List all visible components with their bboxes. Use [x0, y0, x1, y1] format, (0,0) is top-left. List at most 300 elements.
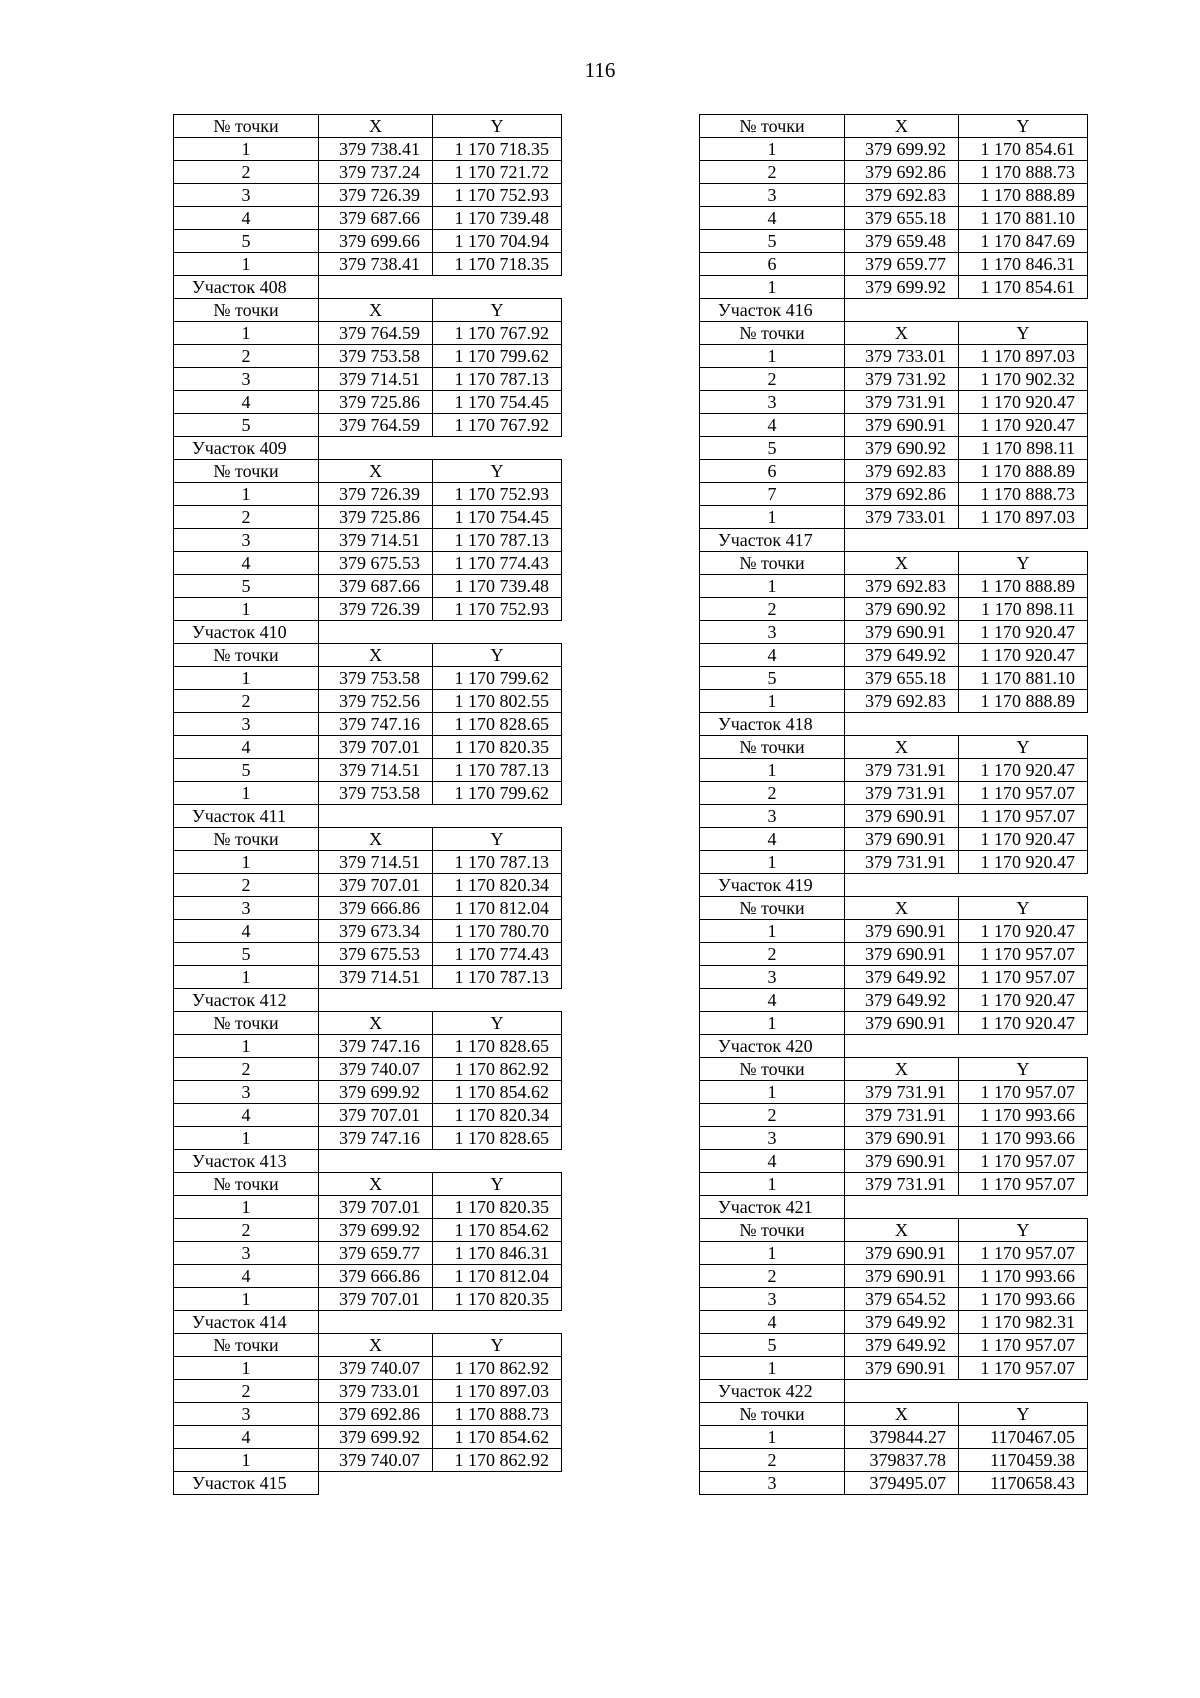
table-row: [174, 1265, 562, 1288]
table-row: [700, 920, 1088, 943]
table-row: [174, 1035, 562, 1058]
point-number-cell: 3: [174, 897, 319, 920]
y-coordinate-cell: 1 170 862.92: [433, 1357, 562, 1380]
section-title-spacer: [845, 1035, 1088, 1058]
x-coordinate-cell: 379 733.01: [845, 345, 959, 368]
section-title-row: [174, 1472, 562, 1495]
table-row: [174, 483, 562, 506]
x-coordinate-cell: 379 649.92: [845, 1334, 959, 1357]
table-row: [700, 1242, 1088, 1265]
y-coordinate-cell: 1 170 828.65: [433, 1035, 562, 1058]
point-number-header: № точки: [174, 1173, 319, 1196]
point-number-cell: 3: [700, 1127, 845, 1150]
y-coordinate-cell: 1 170 888.73: [959, 161, 1088, 184]
y-coordinate-cell: 1 170 718.35: [433, 138, 562, 161]
x-coordinate-cell: 379 692.83: [845, 575, 959, 598]
point-number-cell: 3: [700, 966, 845, 989]
section-title-spacer: [845, 1196, 1088, 1219]
x-coordinate-cell: 379 699.92: [319, 1426, 433, 1449]
section-title-row: [174, 276, 562, 299]
point-number-header: № точки: [700, 1403, 845, 1426]
section-title: Участок 418: [700, 713, 845, 736]
x-coordinate-cell: 379 692.86: [319, 1403, 433, 1426]
point-number-cell: 2: [700, 782, 845, 805]
point-number-cell: 2: [700, 1265, 845, 1288]
point-number-cell: 2: [174, 161, 319, 184]
x-coordinate-cell: 379 714.51: [319, 529, 433, 552]
page-number: 116: [584, 58, 616, 82]
table-row: [174, 736, 562, 759]
point-number-cell: 3: [174, 713, 319, 736]
x-header: X: [845, 897, 959, 920]
table-row: [174, 1357, 562, 1380]
point-number-header: № точки: [174, 644, 319, 667]
x-coordinate-cell: 379 733.01: [845, 506, 959, 529]
table-row: [174, 1242, 562, 1265]
point-number-cell: 4: [174, 207, 319, 230]
point-number-cell: 1: [700, 1012, 845, 1035]
table-row: [174, 782, 562, 805]
table-row: [700, 414, 1088, 437]
y-coordinate-cell: 1 170 957.07: [959, 1173, 1088, 1196]
x-header: X: [845, 736, 959, 759]
y-coordinate-cell: 1 170 920.47: [959, 851, 1088, 874]
point-number-cell: 3: [700, 805, 845, 828]
point-number-cell: 4: [700, 1150, 845, 1173]
y-coordinate-cell: 1 170 787.13: [433, 966, 562, 989]
y-coordinate-cell: 1170467.05: [959, 1426, 1088, 1449]
x-coordinate-cell: 379495.07: [845, 1472, 959, 1495]
point-number-cell: 3: [174, 1403, 319, 1426]
y-coordinate-cell: 1 170 787.13: [433, 368, 562, 391]
table-header-row: [174, 828, 562, 851]
table-row: [700, 1426, 1088, 1449]
y-coordinate-cell: 1 170 957.07: [959, 805, 1088, 828]
y-coordinate-cell: 1 170 802.55: [433, 690, 562, 713]
point-number-header: № точки: [700, 1219, 845, 1242]
section-title-row: [700, 1196, 1088, 1219]
section-title: Участок 416: [700, 299, 845, 322]
point-number-cell: 3: [174, 184, 319, 207]
y-coordinate-cell: 1 170 812.04: [433, 1265, 562, 1288]
point-number-cell: 1: [700, 345, 845, 368]
y-coordinate-cell: 1 170 754.45: [433, 391, 562, 414]
point-number-cell: 1: [174, 667, 319, 690]
table-header-row: [700, 552, 1088, 575]
x-coordinate-cell: 379 726.39: [319, 598, 433, 621]
x-coordinate-cell: 379 690.91: [845, 920, 959, 943]
point-number-cell: 4: [700, 414, 845, 437]
x-coordinate-cell: 379 692.86: [845, 483, 959, 506]
y-header: Y: [959, 115, 1088, 138]
y-coordinate-cell: 1 170 812.04: [433, 897, 562, 920]
table-row: [700, 1334, 1088, 1357]
x-header: X: [319, 1334, 433, 1357]
section-title-row: [174, 1150, 562, 1173]
table-header-row: [700, 1058, 1088, 1081]
y-coordinate-cell: 1 170 799.62: [433, 345, 562, 368]
table-row: [174, 1403, 562, 1426]
y-coordinate-cell: 1 170 920.47: [959, 1012, 1088, 1035]
y-header: Y: [959, 897, 1088, 920]
y-coordinate-cell: 1 170 787.13: [433, 529, 562, 552]
x-header: X: [319, 828, 433, 851]
point-number-cell: 3: [700, 1288, 845, 1311]
x-header: X: [845, 322, 959, 345]
section-title: Участок 421: [700, 1196, 845, 1219]
y-coordinate-cell: 1 170 957.07: [959, 966, 1088, 989]
x-header: X: [319, 644, 433, 667]
point-number-cell: 1: [174, 1449, 319, 1472]
point-number-header: № точки: [700, 322, 845, 345]
section-title-spacer: [319, 621, 562, 644]
point-number-cell: 4: [174, 391, 319, 414]
x-coordinate-cell: 379 707.01: [319, 736, 433, 759]
y-coordinate-cell: 1 170 820.35: [433, 1196, 562, 1219]
section-title: Участок 411: [174, 805, 319, 828]
x-coordinate-cell: 379 673.34: [319, 920, 433, 943]
y-coordinate-cell: 1170658.43: [959, 1472, 1088, 1495]
y-coordinate-cell: 1 170 854.62: [433, 1081, 562, 1104]
x-coordinate-cell: 379 740.07: [319, 1058, 433, 1081]
y-coordinate-cell: 1 170 993.66: [959, 1127, 1088, 1150]
point-number-cell: 1: [174, 1196, 319, 1219]
table-row: [174, 529, 562, 552]
x-coordinate-cell: 379 725.86: [319, 506, 433, 529]
table-row: [174, 943, 562, 966]
table-row: [174, 230, 562, 253]
x-coordinate-cell: 379 707.01: [319, 1196, 433, 1219]
table-row: [174, 1219, 562, 1242]
point-number-cell: 1: [700, 1081, 845, 1104]
section-title-row: [700, 529, 1088, 552]
table-row: [700, 161, 1088, 184]
table-row: [700, 989, 1088, 1012]
y-coordinate-cell: 1 170 897.03: [959, 506, 1088, 529]
table-row: [174, 690, 562, 713]
x-coordinate-cell: 379 731.91: [845, 851, 959, 874]
x-coordinate-cell: 379 731.91: [845, 759, 959, 782]
section-title-spacer: [319, 437, 562, 460]
y-coordinate-cell: 1 170 799.62: [433, 782, 562, 805]
x-coordinate-cell: 379 731.91: [845, 1173, 959, 1196]
x-coordinate-cell: 379 690.91: [845, 414, 959, 437]
x-coordinate-cell: 379 692.83: [845, 184, 959, 207]
point-number-cell: 1: [700, 920, 845, 943]
point-number-cell: 2: [174, 1219, 319, 1242]
x-coordinate-cell: 379 675.53: [319, 552, 433, 575]
x-coordinate-cell: 379 731.91: [845, 1104, 959, 1127]
point-number-cell: 3: [700, 1472, 845, 1495]
section-title-row: [174, 1311, 562, 1334]
table-row: [700, 1472, 1088, 1495]
x-coordinate-cell: 379 675.53: [319, 943, 433, 966]
table-row: [700, 391, 1088, 414]
table-row: [700, 1357, 1088, 1380]
section-title: Участок 412: [174, 989, 319, 1012]
x-coordinate-cell: 379 687.66: [319, 207, 433, 230]
y-coordinate-cell: 1 170 820.34: [433, 874, 562, 897]
y-coordinate-cell: 1 170 957.07: [959, 1334, 1088, 1357]
table-row: [700, 345, 1088, 368]
point-number-cell: 1: [174, 1035, 319, 1058]
y-coordinate-cell: 1 170 888.73: [959, 483, 1088, 506]
y-coordinate-cell: 1 170 787.13: [433, 851, 562, 874]
table-row: [700, 759, 1088, 782]
table-row: [700, 437, 1088, 460]
x-coordinate-cell: 379 666.86: [319, 897, 433, 920]
section-title-spacer: [319, 1472, 562, 1495]
table-row: [174, 575, 562, 598]
y-coordinate-cell: 1 170 897.03: [959, 345, 1088, 368]
table-row: [174, 667, 562, 690]
y-header: Y: [433, 460, 562, 483]
y-coordinate-cell: 1 170 828.65: [433, 713, 562, 736]
table-row: [174, 552, 562, 575]
table-row: [700, 1288, 1088, 1311]
table-row: [700, 805, 1088, 828]
table-row: [700, 1265, 1088, 1288]
point-number-cell: 4: [700, 207, 845, 230]
table-row: [174, 322, 562, 345]
x-header: X: [845, 552, 959, 575]
section-title: Участок 419: [700, 874, 845, 897]
section-title: Участок 413: [174, 1150, 319, 1173]
x-coordinate-cell: 379 655.18: [845, 667, 959, 690]
x-header: X: [319, 115, 433, 138]
x-coordinate-cell: 379 699.92: [845, 138, 959, 161]
y-header: Y: [959, 552, 1088, 575]
x-coordinate-cell: 379 752.56: [319, 690, 433, 713]
y-coordinate-cell: 1 170 820.35: [433, 1288, 562, 1311]
point-number-cell: 3: [700, 621, 845, 644]
x-coordinate-cell: 379 726.39: [319, 483, 433, 506]
table-row: [700, 138, 1088, 161]
y-header: Y: [959, 322, 1088, 345]
x-coordinate-cell: 379 753.58: [319, 667, 433, 690]
point-number-header: № точки: [174, 1334, 319, 1357]
x-header: X: [319, 460, 433, 483]
point-number-cell: 1: [700, 1426, 845, 1449]
x-coordinate-cell: 379 725.86: [319, 391, 433, 414]
point-number-cell: 5: [174, 414, 319, 437]
y-header: Y: [959, 1403, 1088, 1426]
x-coordinate-cell: 379 649.92: [845, 1311, 959, 1334]
y-coordinate-cell: 1 170 780.70: [433, 920, 562, 943]
y-coordinate-cell: 1 170 846.31: [959, 253, 1088, 276]
point-number-cell: 3: [174, 1081, 319, 1104]
y-coordinate-cell: 1 170 718.35: [433, 253, 562, 276]
table-row: [700, 460, 1088, 483]
x-header: X: [845, 115, 959, 138]
table-header-row: [174, 115, 562, 138]
point-number-cell: 1: [174, 483, 319, 506]
table-row: [174, 920, 562, 943]
x-coordinate-cell: 379 690.91: [845, 621, 959, 644]
table-row: [174, 897, 562, 920]
x-coordinate-cell: 379 747.16: [319, 1127, 433, 1150]
y-coordinate-cell: 1 170 920.47: [959, 828, 1088, 851]
y-coordinate-cell: 1 170 888.89: [959, 690, 1088, 713]
y-coordinate-cell: 1 170 920.47: [959, 989, 1088, 1012]
y-coordinate-cell: 1 170 982.31: [959, 1311, 1088, 1334]
table-header-row: [174, 299, 562, 322]
y-coordinate-cell: 1 170 754.45: [433, 506, 562, 529]
coordinates-table-left: [173, 114, 562, 1495]
point-number-cell: 6: [700, 253, 845, 276]
point-number-header: № точки: [174, 460, 319, 483]
x-coordinate-cell: 379 747.16: [319, 1035, 433, 1058]
y-coordinate-cell: 1 170 957.07: [959, 1150, 1088, 1173]
x-coordinate-cell: 379 666.86: [319, 1265, 433, 1288]
y-coordinate-cell: 1 170 888.89: [959, 184, 1088, 207]
y-coordinate-cell: 1 170 774.43: [433, 943, 562, 966]
y-coordinate-cell: 1 170 847.69: [959, 230, 1088, 253]
x-coordinate-cell: 379 699.66: [319, 230, 433, 253]
point-number-cell: 5: [174, 230, 319, 253]
table-row: [700, 483, 1088, 506]
y-header: Y: [959, 736, 1088, 759]
section-title-spacer: [845, 713, 1088, 736]
point-number-header: № точки: [700, 897, 845, 920]
x-coordinate-cell: 379 707.01: [319, 1104, 433, 1127]
table-row: [174, 1426, 562, 1449]
point-number-cell: 5: [700, 667, 845, 690]
x-coordinate-cell: 379 655.18: [845, 207, 959, 230]
table-row: [700, 230, 1088, 253]
table-row: [700, 1127, 1088, 1150]
point-number-cell: 5: [700, 230, 845, 253]
table-row: [700, 207, 1088, 230]
table-row: [700, 575, 1088, 598]
point-number-cell: 3: [174, 1242, 319, 1265]
y-coordinate-cell: 1 170 854.61: [959, 276, 1088, 299]
section-title-row: [174, 805, 562, 828]
point-number-cell: 1: [700, 1242, 845, 1265]
table-row: [700, 621, 1088, 644]
x-coordinate-cell: 379 740.07: [319, 1449, 433, 1472]
x-coordinate-cell: 379 690.91: [845, 943, 959, 966]
table-row: [174, 598, 562, 621]
section-title-spacer: [845, 874, 1088, 897]
x-coordinate-cell: 379 731.91: [845, 1081, 959, 1104]
point-number-cell: 1: [174, 253, 319, 276]
table-row: [174, 1058, 562, 1081]
y-header: Y: [433, 1012, 562, 1035]
y-coordinate-cell: 1 170 787.13: [433, 759, 562, 782]
point-number-cell: 3: [700, 391, 845, 414]
x-coordinate-cell: 379 649.92: [845, 644, 959, 667]
y-header: Y: [433, 1334, 562, 1357]
point-number-cell: 2: [174, 874, 319, 897]
section-title: Участок 410: [174, 621, 319, 644]
table-row: [174, 253, 562, 276]
x-coordinate-cell: 379 692.83: [845, 690, 959, 713]
section-title: Участок 422: [700, 1380, 845, 1403]
table-row: [700, 368, 1088, 391]
table-row: [174, 966, 562, 989]
table-header-row: [174, 460, 562, 483]
x-coordinate-cell: 379 737.24: [319, 161, 433, 184]
y-coordinate-cell: 1170459.38: [959, 1449, 1088, 1472]
y-header: Y: [433, 115, 562, 138]
x-coordinate-cell: 379 714.51: [319, 966, 433, 989]
table-row: [700, 1081, 1088, 1104]
y-coordinate-cell: 1 170 957.07: [959, 1357, 1088, 1380]
point-number-cell: 4: [700, 1311, 845, 1334]
table-row: [174, 874, 562, 897]
x-coordinate-cell: 379 764.59: [319, 414, 433, 437]
table-row: [700, 667, 1088, 690]
section-title-row: [174, 621, 562, 644]
y-coordinate-cell: 1 170 704.94: [433, 230, 562, 253]
y-coordinate-cell: 1 170 993.66: [959, 1104, 1088, 1127]
point-number-cell: 4: [174, 1104, 319, 1127]
point-number-cell: 1: [700, 851, 845, 874]
point-number-cell: 1: [700, 276, 845, 299]
point-number-cell: 2: [700, 943, 845, 966]
x-coordinate-cell: 379 731.91: [845, 782, 959, 805]
table-row: [174, 345, 562, 368]
point-number-cell: 4: [174, 552, 319, 575]
y-header: Y: [959, 1219, 1088, 1242]
y-coordinate-cell: 1 170 854.62: [433, 1426, 562, 1449]
table-row: [174, 391, 562, 414]
x-coordinate-cell: 379 733.01: [319, 1380, 433, 1403]
point-number-cell: 1: [174, 782, 319, 805]
point-number-cell: 1: [174, 1288, 319, 1311]
table-row: [174, 851, 562, 874]
point-number-header: № точки: [700, 736, 845, 759]
table-row: [700, 966, 1088, 989]
section-title-spacer: [319, 1150, 562, 1173]
table-row: [174, 759, 562, 782]
point-number-cell: 1: [700, 690, 845, 713]
y-coordinate-cell: 1 170 920.47: [959, 759, 1088, 782]
table-header-row: [700, 322, 1088, 345]
x-coordinate-cell: 379 659.48: [845, 230, 959, 253]
point-number-cell: 4: [700, 989, 845, 1012]
table-row: [174, 1196, 562, 1219]
table-row: [174, 368, 562, 391]
table-row: [700, 506, 1088, 529]
point-number-cell: 2: [174, 345, 319, 368]
x-coordinate-cell: 379 692.83: [845, 460, 959, 483]
table-row: [174, 506, 562, 529]
section-title-spacer: [845, 1380, 1088, 1403]
y-coordinate-cell: 1 170 752.93: [433, 598, 562, 621]
x-coordinate-cell: 379 659.77: [845, 253, 959, 276]
y-coordinate-cell: 1 170 888.89: [959, 575, 1088, 598]
x-coordinate-cell: 379 753.58: [319, 782, 433, 805]
x-coordinate-cell: 379837.78: [845, 1449, 959, 1472]
y-coordinate-cell: 1 170 993.66: [959, 1288, 1088, 1311]
y-coordinate-cell: 1 170 752.93: [433, 483, 562, 506]
x-coordinate-cell: 379 764.59: [319, 322, 433, 345]
y-coordinate-cell: 1 170 881.10: [959, 207, 1088, 230]
x-coordinate-cell: 379 707.01: [319, 874, 433, 897]
table-row: [174, 184, 562, 207]
x-coordinate-cell: 379 699.92: [319, 1219, 433, 1242]
table-header-row: [700, 115, 1088, 138]
point-number-cell: 4: [174, 1426, 319, 1449]
x-coordinate-cell: 379 699.92: [319, 1081, 433, 1104]
x-coordinate-cell: 379 753.58: [319, 345, 433, 368]
point-number-cell: 1: [174, 1357, 319, 1380]
table-header-row: [700, 897, 1088, 920]
y-coordinate-cell: 1 170 881.10: [959, 667, 1088, 690]
y-coordinate-cell: 1 170 957.07: [959, 943, 1088, 966]
